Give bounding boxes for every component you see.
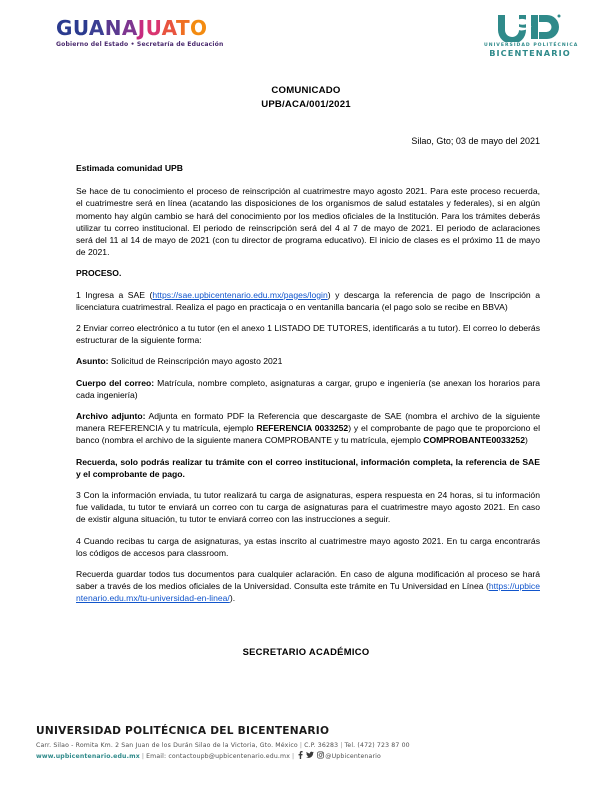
step-1-paragraph xyxy=(76,289,540,313)
archivo-paragraph xyxy=(76,410,540,447)
document-title xyxy=(0,84,612,111)
upb-logo-line1: UNIVERSIDAD POLITÉCNICA xyxy=(484,43,579,48)
step-4-paragraph: 4 Cuando recibas tu carga de asignaturas, ya estas inscrito al cuatrimestre mayo agosto 2021. En tu carga encontrarás los códigos de accesos para classroom. xyxy=(76,535,540,558)
footer-address: Carr. Silao - Romita Km. 2 San Juan de los Durán Silao de la Victoria, Gto. México xyxy=(36,742,298,749)
archivo-part2: ) y el comprobante de pago que te proporciono el banco (nombra el archivo de la siguiente manera COMPROBANTE y tu matrícula, ejemplo xyxy=(76,423,540,446)
document-header xyxy=(0,0,612,78)
asunto-paragraph xyxy=(76,355,540,367)
instagram-icon[interactable] xyxy=(317,751,324,759)
footer-email[interactable]: contactoupb@upbicentenario.edu.mx xyxy=(168,753,291,760)
cuerpo-label: Cuerpo del correo: xyxy=(76,377,155,388)
closing-post: ). xyxy=(229,593,236,604)
document-body xyxy=(76,162,540,614)
closing-paragraph xyxy=(76,568,540,605)
cuerpo-paragraph xyxy=(76,377,540,401)
footer-social-handle[interactable]: @Upbicentenario xyxy=(325,753,381,760)
document-title-line2: UPB/ACA/001/2021 xyxy=(261,98,351,110)
salutation: Estimada comunidad UPB xyxy=(76,163,183,173)
tu-universidad-en-linea-link[interactable]: https://upbicentenario.edu.mx/tu-universidad-en-linea/ xyxy=(76,581,540,604)
archivo-part1: Adjunta en formato PDF la Referencia que descargaste de SAE (nombra el archivo de la siguiente manera REFERENCIA y tu matrícula, ejemplo xyxy=(76,411,540,434)
archivo-label: Archivo adjunto: xyxy=(76,411,146,422)
asunto-label: Asunto: xyxy=(76,356,109,367)
recuerda-text: Recuerda, solo podrás realizar tu trámite con el correo institucional, información completa, la referencia de SAE y el comprobante de pago. xyxy=(76,456,540,479)
footer-university-name: UNIVERSIDAD POLITÉCNICA DEL BICENTENARIO xyxy=(36,725,330,737)
step-1-post: ) y descarga la referencia de pago de Inscripción a licenciatura cuatrimestral. Realiza el pago en practicaja o en ventanilla bancaria (el pago solo se recibe en BBVA) xyxy=(76,289,540,312)
guanajuato-wordmark: GUANAJUATO xyxy=(56,16,208,40)
asunto-value: Solicitud de Reinscripción mayo agosto 2021 xyxy=(108,356,283,367)
proceso-heading: PROCESO. xyxy=(76,268,122,279)
recuerda-highlight xyxy=(76,456,540,480)
intro-paragraph: Se hace de tu conocimiento el proceso de reinscripción al cuatrimestre mayo agosto 2021. Para este proceso recuerda, el cuatrimestre será en línea (acatando las disposiciones de los organismos de salud estatales y federales), si en algún momento hay algún cambio se hará del conocimiento por los medios oficiales de la Institución. Para los trámites deberás utilizar tu correo institucional. El periodo de reinscripción será del 4 al 7 de mayo de 2021. El periodo de aclaraciones será del 11 al 14 de mayo de 2021 (con tu director de programa educativo). El inicio de clases es el próximo 11 de mayo de 2021. xyxy=(76,186,540,258)
footer-tel: Tel. (472) 723 87 00 xyxy=(344,742,410,749)
footer-cp: C.P. 36283 xyxy=(304,742,339,749)
footer-sep-4: | xyxy=(292,753,295,760)
archivo-example-comprobante: COMPROBANTE0033252 xyxy=(423,435,525,446)
guanajuato-tagline: Gobierno del Estado • Secretaría de Educación xyxy=(56,41,224,48)
facebook-icon[interactable] xyxy=(298,751,303,759)
guanajuato-logo xyxy=(56,18,223,48)
step-2-paragraph: 2 Enviar correo electrónico a tu tutor (en el anexo 1 LISTADO DE TUTORES, identificarás a tu tutor). El correo lo deberás estructurar de la siguiente forma: xyxy=(76,323,540,346)
cuerpo-value: Matrícula, nombre completo, asignaturas a cargar, grupo e ingeniería (se anexan los horarios para cada ingeniería) xyxy=(76,377,540,400)
closing-pre: Recuerda guardar todos tus documentos para cualquier aclaración. En caso de alguna modificación al proceso se hará saber a través de los medios oficiales de la Universidad. Consulta este trámite en Tu Universidad en Línea ( xyxy=(76,569,540,592)
document-footer xyxy=(0,725,612,762)
sae-login-link[interactable]: https://sae.upbicentenario.edu.mx/pages/login xyxy=(152,289,328,300)
upb-monogram-icon xyxy=(495,12,565,42)
footer-sep-1: | xyxy=(299,742,303,749)
footer-contact-line-2 xyxy=(36,751,588,762)
document-title-line1: COMUNICADO xyxy=(271,85,341,96)
step-3-paragraph: 3 Con la información enviada, tu tutor realizará tu carga de asignaturas, espera respuesta en 24 horas, si tu información fue validada, tu tutor te enviará un correo con tu carga de asignaturas para el cuatrimestre mayo agosto 2021. En caso de existir alguna situación, tu tutor te enviará correo con las instrucciones a seguir. xyxy=(76,490,540,525)
upb-logo-line2: BICENTENARIO xyxy=(489,48,571,58)
archivo-part3: ) xyxy=(524,435,528,446)
footer-website[interactable]: www.upbicentenario.edu.mx xyxy=(36,753,140,760)
signature-block: SECRETARIO ACADÉMICO xyxy=(242,646,370,657)
step-1-pre: 1 Ingresa a SAE ( xyxy=(76,289,153,300)
archivo-example-referencia: REFERENCIA 0033252 xyxy=(256,423,349,434)
footer-sep-3: | xyxy=(141,753,145,760)
footer-contact-line-1 xyxy=(36,741,588,751)
upb-logo xyxy=(484,12,579,58)
document-date: Silao, Gto; 03 de mayo del 2021 xyxy=(411,136,540,146)
footer-sep-2: | xyxy=(340,742,343,749)
footer-email-label: Email: xyxy=(146,753,167,760)
twitter-icon[interactable] xyxy=(306,751,314,759)
